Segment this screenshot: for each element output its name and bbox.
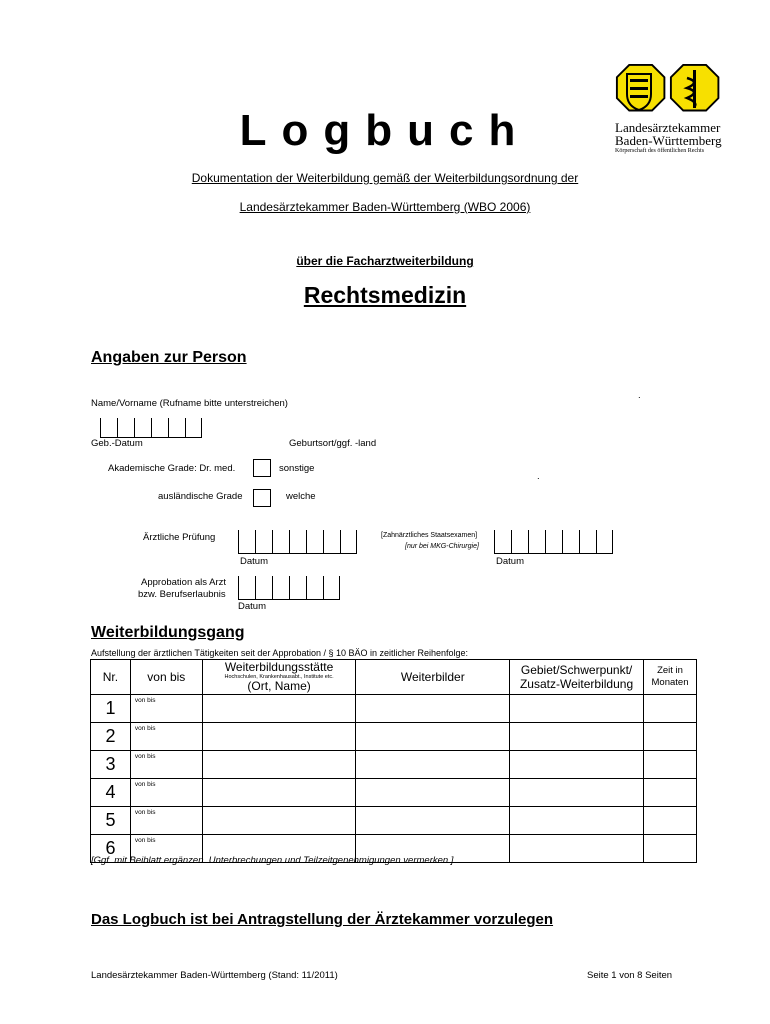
row-number: 4 — [91, 779, 131, 807]
vonbis-cell[interactable]: von bis — [130, 835, 202, 863]
table-row — [91, 723, 697, 751]
table-row — [91, 779, 697, 807]
vonbis-cell[interactable]: von bis — [130, 723, 202, 751]
zeit-cell[interactable] — [644, 751, 697, 779]
other-degree-label: sonstige — [279, 463, 315, 474]
medical-exam-label: Ärztliche Prüfung — [143, 532, 216, 543]
table-row — [91, 807, 697, 835]
gebiet-cell[interactable] — [510, 723, 644, 751]
zeit-cell[interactable] — [644, 695, 697, 723]
approbation-date-label: Datum — [238, 601, 266, 612]
specialty-title: Rechtsmedizin — [303, 282, 467, 308]
col-header-zeit: Zeit in Monaten — [644, 660, 697, 695]
weiterbilder-cell[interactable] — [356, 807, 510, 835]
approbation-label-line2: bzw. Berufserlaubnis — [138, 589, 226, 600]
doc-description-line1: Dokumentation der Weiterbildung gemäß der Weiterbildungsordnung der — [191, 171, 579, 185]
staette-cell[interactable] — [202, 779, 356, 807]
vonbis-cell[interactable]: von bis — [130, 807, 202, 835]
col-header-staette: Weiterbildungsstätte Hochschulen, Krankenhausabt., Institute etc. (Ort, Name) — [202, 660, 356, 695]
dental-exam-label: [Zahnärztliches Staatsexamen] — [381, 532, 478, 539]
gebiet-cell[interactable] — [510, 779, 644, 807]
row-number: 3 — [91, 751, 131, 779]
col-header-nr: Nr. — [91, 660, 131, 695]
table-note: [Ggf. mit Beiblatt ergänzen. Unterbrechungen und Teilzeitgenehmigungen vermerken.] — [91, 855, 454, 866]
zeit-cell[interactable] — [644, 835, 697, 863]
subtitle: über die Facharztweiterbildung — [296, 254, 474, 268]
training-table — [90, 659, 697, 863]
zeit-cell[interactable] — [644, 779, 697, 807]
name-label: Name/Vorname (Rufname bitte unterstreichen) — [91, 398, 288, 409]
dr-med-checkbox[interactable] — [253, 459, 271, 477]
logo-org-name-line2: Baden-Württemberg — [615, 133, 722, 148]
dot-mark: . — [537, 471, 540, 482]
row-number: 5 — [91, 807, 131, 835]
training-intro: Aufstellung der ärztlichen Tätigkeiten seit der Approbation / § 10 BÄO in zeitlicher Reihenfolge: — [91, 648, 469, 658]
weiterbilder-cell[interactable] — [356, 751, 510, 779]
col-header-gebiet: Gebiet/Schwerpunkt/ Zusatz-Weiterbildung — [510, 660, 644, 695]
foreign-degree-checkbox[interactable] — [253, 489, 271, 507]
birthplace-label: Geburtsort/ggf. -land — [289, 438, 377, 449]
dot-mark: . — [638, 390, 641, 401]
vonbis-cell[interactable]: von bis — [130, 695, 202, 723]
closing-statement: Das Logbuch ist bei Antragstellung der Ärztekammer vorzulegen — [91, 911, 554, 928]
logo-org-subline: Körperschaft des öffentlichen Rechts — [615, 148, 705, 154]
zeit-cell[interactable] — [644, 723, 697, 751]
which-label: welche — [286, 491, 316, 502]
row-number: 2 — [91, 723, 131, 751]
logo-org-name-line1: Landesärztekammer — [615, 120, 721, 135]
table-row — [91, 751, 697, 779]
mkg-note-label: [nur bei MKG-Chirurgie] — [405, 543, 479, 550]
row-number: 1 — [91, 695, 131, 723]
doc-description-line2: Landesärztekammer Baden-Württemberg (WBO 2006) — [239, 200, 531, 214]
dental-exam-date-label: Datum — [496, 556, 524, 567]
weiterbilder-cell[interactable] — [356, 779, 510, 807]
gebiet-cell[interactable] — [510, 751, 644, 779]
medical-exam-date-label: Datum — [240, 556, 268, 567]
birthdate-label: Geb.-Datum — [91, 438, 143, 449]
staette-cell[interactable] — [202, 723, 356, 751]
birthdate-boxes[interactable] — [100, 418, 202, 438]
footer-left: Landesärztekammer Baden-Württemberg (Stand: 11/2011) — [91, 970, 338, 981]
gebiet-cell[interactable] — [510, 835, 644, 863]
zeit-cell[interactable] — [644, 807, 697, 835]
section-heading-training: Weiterbildungsgang — [91, 624, 245, 641]
col-header-weiterbilder: Weiterbilder — [356, 660, 510, 695]
academic-degree-label: Akademische Grade: Dr. med. — [108, 463, 236, 474]
section-heading-person: Angaben zur Person — [91, 349, 247, 366]
col-header-vonbis: von bis — [130, 660, 202, 695]
weiterbilder-cell[interactable] — [356, 695, 510, 723]
approbation-label-line1: Approbation als Arzt — [141, 577, 227, 588]
weiterbilder-cell[interactable] — [356, 723, 510, 751]
gebiet-cell[interactable] — [510, 695, 644, 723]
staette-cell[interactable] — [202, 807, 356, 835]
staette-cell[interactable] — [202, 695, 356, 723]
table-row — [91, 695, 697, 723]
page-number: Seite 1 von 8 Seiten — [587, 970, 673, 981]
staette-cell[interactable] — [202, 751, 356, 779]
medical-exam-date-boxes[interactable] — [238, 530, 357, 554]
dental-exam-date-boxes[interactable] — [494, 530, 613, 554]
approbation-date-boxes[interactable] — [238, 576, 340, 600]
vonbis-cell[interactable]: von bis — [130, 751, 202, 779]
gebiet-cell[interactable] — [510, 807, 644, 835]
foreign-degree-label: ausländische Grade — [158, 491, 243, 502]
page-title: Logbuch — [239, 106, 531, 155]
vonbis-cell[interactable]: von bis — [130, 779, 202, 807]
row-number: 6 — [91, 835, 131, 863]
